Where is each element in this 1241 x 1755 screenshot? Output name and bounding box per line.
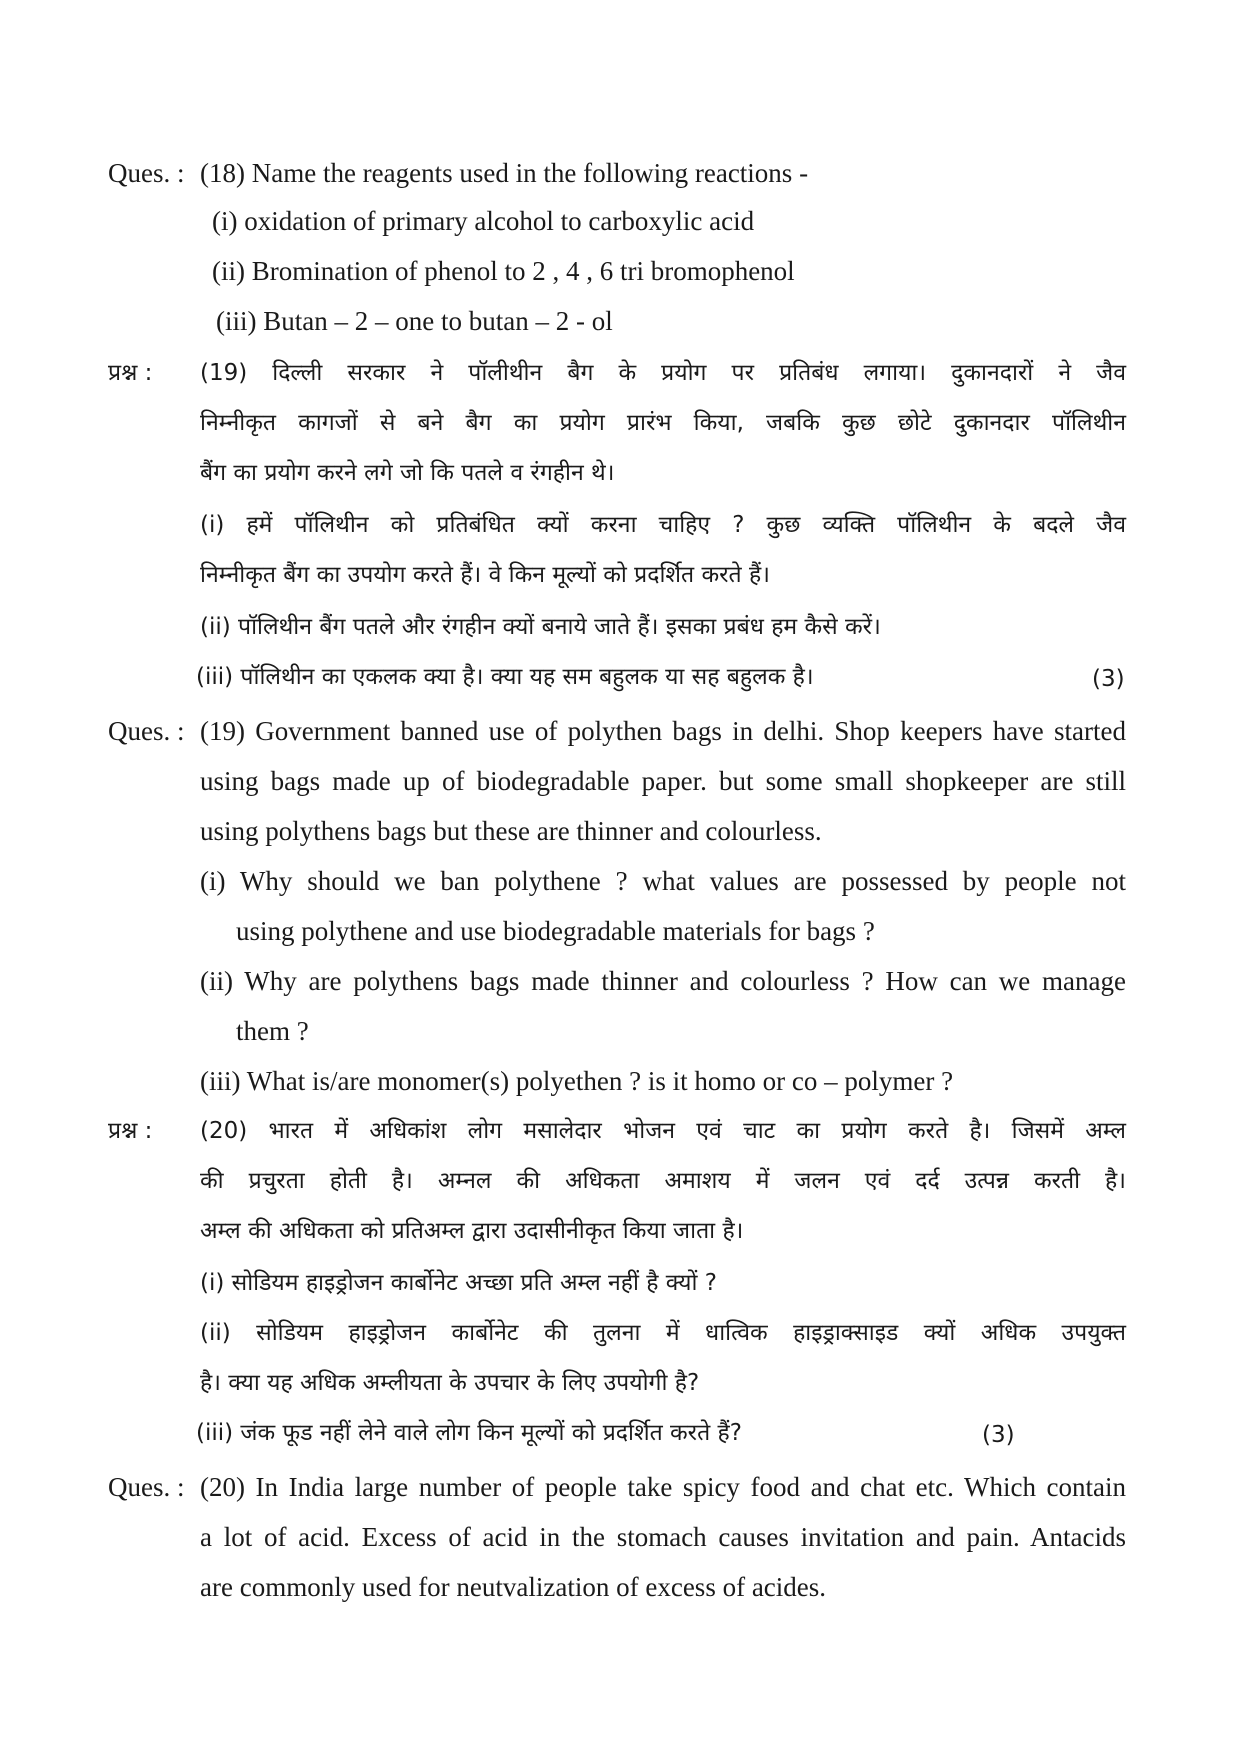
- q20-hi-stem-line-1: (20) भारत में अधिकांश लोग मसालेदार भोजन एवं चाट का प्रयोग करते है। जिसमें अम्ल: [200, 1118, 1126, 1144]
- q20-en-label: Ques. :: [108, 1472, 185, 1502]
- q19-en-label: Ques. :: [108, 716, 185, 746]
- q19-hi-marks: (3): [1092, 666, 1125, 692]
- q20-hi-stem-line-3: अम्ल की अधिकता को प्रतिअम्ल द्वारा उदासीनीकृत किया जाता है।: [200, 1218, 744, 1244]
- q19-en-stem-line-3: using polythens bags but these are thinner and colourless.: [200, 816, 822, 846]
- q18-part-ii: (ii) Bromination of phenol to 2 , 4 , 6 tri bromophenol: [212, 256, 795, 286]
- q20-en-stem-line-2: a lot of acid. Excess of acid in the stomach causes invitation and pain. Antacids: [200, 1522, 1126, 1552]
- q18-part-iii: (iii) Butan – 2 – one to butan – 2 - ol: [216, 306, 613, 336]
- q18-label: Ques. :: [108, 158, 185, 188]
- q20-hi-marks: (3): [982, 1422, 1015, 1448]
- q19-hi-stem-line-3: बैंग का प्रयोग करने लगे जो कि पतले व रंगहीन थे।: [200, 460, 615, 486]
- q20-en-stem-line-3: are commonly used for neutvalization of excess of acides.: [200, 1572, 827, 1602]
- q20-hi-part-i: (i) सोडियम हाइड्रोजन कार्बोनेट अच्छा प्रति अम्ल नहीं है क्यों ?: [200, 1270, 717, 1296]
- q19-en-part-i-line-2: using polythene and use biodegradable materials for bags ?: [236, 916, 875, 946]
- q19-en-stem-line-2: using bags made up of biodegradable paper. but some small shopkeeper are still: [200, 766, 1126, 796]
- q18-part-i: (i) oxidation of primary alcohol to carboxylic acid: [212, 206, 755, 236]
- q19-hi-part-ii: (ii) पॉलिथीन बैंग पतले और रंगहीन क्यों बनाये जाते हैं। इसका प्रबंध हम कैसे करें।: [200, 614, 881, 640]
- q19-hi-stem-line-2: निम्नीकृत कागजों से बने बैग का प्रयोग प्रारंभ किया, जबकि कुछ छोटे दुकानदार पॉलिथीन: [200, 410, 1126, 436]
- q19-en-part-ii-line-1: (ii) Why are polythens bags made thinner and colourless ? How can we manage: [200, 966, 1126, 996]
- q19-hi-part-iii: (iii) पॉलिथीन का एकलक क्या है। क्या यह सम बहुलक या सह बहुलक है।: [196, 664, 814, 690]
- q20-hi-part-ii-line-2: है। क्या यह अधिक अम्लीयता के उपचार के लिए उपयोगी है?: [200, 1370, 700, 1396]
- q19-en-stem-line-1: (19) Government banned use of polythen bags in delhi. Shop keepers have started: [200, 716, 1126, 746]
- q20-hi-stem-line-2: की प्रचुरता होती है। अम्नल की अधिकता अमाशय में जलन एवं दर्द उत्पन्न करती है।: [200, 1168, 1126, 1194]
- q19-en-part-iii: (iii) What is/are monomer(s) polyethen ? is it homo or co – polymer ?: [200, 1066, 954, 1096]
- q20-hi-part-iii: (iii) जंक फूड नहीं लेने वाले लोग किन मूल्यों को प्रदर्शित करते हैं?: [196, 1420, 742, 1446]
- q20-hi-part-ii-line-1: (ii) सोडियम हाइड्रोजन कार्बोनेट की तुलना में धात्विक हाइड्राक्साइड क्यों अधिक उपयुक्त: [200, 1320, 1126, 1346]
- q18-stem: (18) Name the reagents used in the following reactions -: [200, 158, 809, 188]
- q19-hi-label: प्रश्न :: [108, 360, 153, 386]
- q19-hi-part-i-line-1: (i) हमें पॉलिथीन को प्रतिबंधित क्यों करना चाहिए ? कुछ व्यक्ति पॉलिथीन के बदले जैव: [200, 512, 1126, 538]
- q19-hi-stem-line-1: (19) दिल्ली सरकार ने पॉलीथीन बैग के प्रयोग पर प्रतिबंध लगाया। दुकानदारों ने जैव: [200, 360, 1126, 386]
- q19-en-part-ii-line-2: them ?: [236, 1016, 309, 1046]
- q19-hi-part-i-line-2: निम्नीकृत बैंग का उपयोग करते हैं। वे किन मूल्यों को प्रदर्शित करते हैं।: [200, 562, 770, 588]
- q19-en-part-i-line-1: (i) Why should we ban polythene ? what values are possessed by people not: [200, 866, 1126, 896]
- q20-en-stem-line-1: (20) In India large number of people take spicy food and chat etc. Which contain: [200, 1472, 1126, 1502]
- q20-hi-label: प्रश्न :: [108, 1118, 153, 1144]
